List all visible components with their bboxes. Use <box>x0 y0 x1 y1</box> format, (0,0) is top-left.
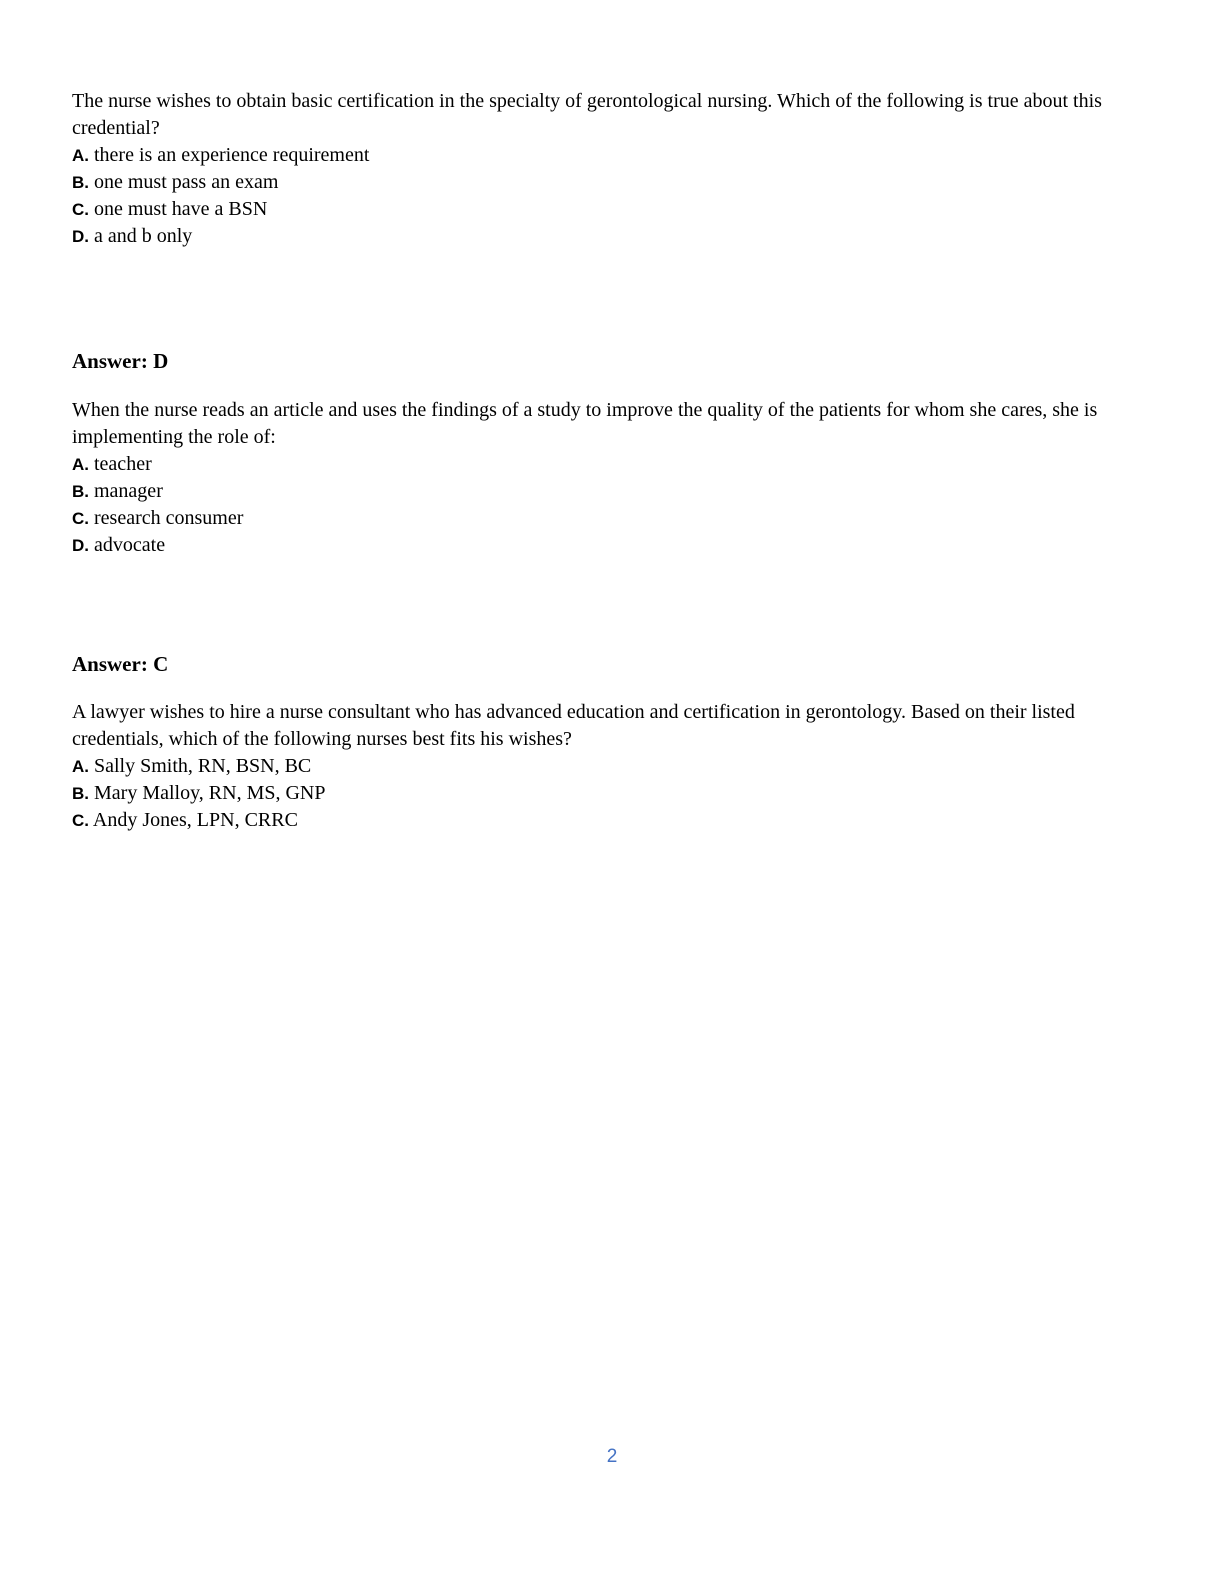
question-text: When the nurse reads an article and uses the findings of a study to improve the quality of the patients for whom she cares, she is implementing the role of: <box>72 399 1098 448</box>
answer-label-2: Answer: C <box>72 652 169 676</box>
option-text: a and b only <box>94 225 193 247</box>
document-content <box>72 88 1157 834</box>
answer-option <box>72 142 1157 169</box>
option-letter: C. <box>72 509 89 528</box>
option-text: Mary Malloy, RN, MS, GNP <box>94 782 326 804</box>
option-letter: B. <box>72 173 89 192</box>
question-text: A lawyer wishes to hire a nurse consultant who has advanced education and certification in gerontology. Based on their listed credentials, which of the following nurses best fits his wishes? <box>72 701 1075 750</box>
answer-option <box>72 807 1157 834</box>
option-text: advocate <box>94 534 166 556</box>
option-text: teacher <box>94 453 152 475</box>
option-text: manager <box>94 480 163 502</box>
answer-option <box>72 780 1157 807</box>
option-letter: C. <box>72 200 89 219</box>
option-letter: B. <box>72 482 89 501</box>
answer-label-1: Answer: D <box>72 349 169 373</box>
answer-option <box>72 478 1157 505</box>
option-text: there is an experience requirement <box>94 144 370 166</box>
option-text: Andy Jones, LPN, CRRC <box>92 809 298 831</box>
answer-option <box>72 451 1157 478</box>
answer-option <box>72 223 1157 250</box>
question-block-2 <box>72 397 1157 559</box>
answer-option <box>72 753 1157 780</box>
answer-option <box>72 196 1157 223</box>
answer-option <box>72 169 1157 196</box>
question-block-3 <box>72 699 1157 834</box>
option-letter: B. <box>72 784 89 803</box>
option-letter: A. <box>72 146 89 165</box>
option-letter: D. <box>72 227 89 246</box>
page-footer <box>0 1446 1224 1468</box>
answer-option <box>72 532 1157 559</box>
option-letter: D. <box>72 536 89 555</box>
page-number: 2 <box>606 1446 618 1467</box>
option-text: one must have a BSN <box>94 198 268 220</box>
question-block-1 <box>72 88 1157 250</box>
option-text: research consumer <box>94 507 244 529</box>
option-letter: A. <box>72 757 89 776</box>
question-text: The nurse wishes to obtain basic certification in the specialty of gerontological nursing. Which of the following is true about this credential? <box>72 90 1102 139</box>
option-letter: A. <box>72 455 89 474</box>
option-text: Sally Smith, RN, BSN, BC <box>94 755 312 777</box>
option-text: one must pass an exam <box>94 171 279 193</box>
option-letter: C. <box>72 811 89 830</box>
answer-option <box>72 505 1157 532</box>
